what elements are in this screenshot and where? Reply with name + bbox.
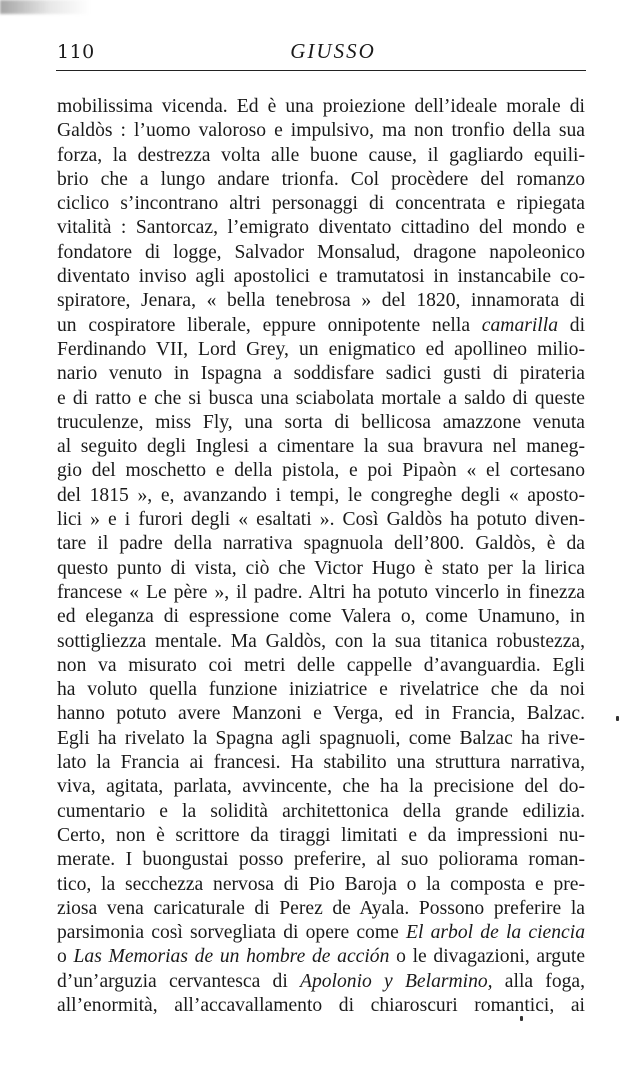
text-line <box>57 994 585 1018</box>
text-line <box>57 484 585 508</box>
text-line <box>57 241 585 265</box>
text-line <box>57 678 585 702</box>
text-line <box>57 387 585 411</box>
text-segment: questo punto di vista, ciò che Victor Hugo è stato per la lirica <box>57 557 585 579</box>
text-line <box>57 144 585 168</box>
text-segment: di <box>558 314 586 336</box>
text-segment: merate. I buongustai posso preferire, al suo poliorama roman- <box>57 849 585 871</box>
text-line <box>57 289 585 313</box>
text-line <box>57 605 585 629</box>
text-segment: viva, agitata, parlata, avvincente, che ha la precisione del do- <box>57 776 585 798</box>
text-segment: mobilissima vicenda. Ed è una proiezione dell’ideale morale di <box>57 96 585 117</box>
text-line <box>57 459 585 483</box>
text-line <box>57 727 585 751</box>
text-segment: fondatore di logge, Salvador Monsalud, dragone napoleonico <box>57 241 585 263</box>
text-segment: Ferdinando VII, Lord Grey, un enigmatico ed apollineo milio- <box>57 338 585 360</box>
margin-speck <box>520 1016 523 1021</box>
text-segment: brio che a lungo andare trionfa. Col procèdere del romanzo <box>57 168 585 190</box>
text-line <box>57 921 585 945</box>
text-segment: ziosa vena caricaturale di Perez de Ayala. Possono preferire la <box>57 897 585 919</box>
text-segment: all’enormità, all’accavallamento di chiaroscuri romantici, ai <box>57 994 585 1016</box>
text-segment: un cospiratore liberale, eppure onnipotente nella <box>57 314 482 336</box>
header-rule <box>56 70 586 71</box>
text-line <box>57 873 585 897</box>
text-segment: ciclico s’incontrano altri personaggi di concentrata e ripiegata <box>57 193 585 215</box>
text-line <box>57 508 585 532</box>
text-segment: Certo, non è scrittore da tiraggi limitati e da impressioni nu- <box>57 824 585 846</box>
text-segment: o <box>57 946 74 968</box>
text-segment: Egli ha rivelato la Spagna agli spagnuoli, come Balzac ha rive- <box>57 727 585 749</box>
body-paragraph <box>57 95 585 1018</box>
text-segment: lici » e i furori degli « esaltati ». Così Galdòs ha potuto diven- <box>57 509 585 531</box>
text-line <box>57 216 585 240</box>
text-line <box>57 119 585 143</box>
text-segment: o le divagazioni, argute <box>389 946 586 968</box>
text-segment: hanno potuto avere Manzoni e Verga, ed in Francia, Balzac. <box>57 703 585 725</box>
margin-speck <box>616 716 619 721</box>
text-line <box>57 945 585 969</box>
text-line <box>57 362 585 386</box>
text-line <box>57 751 585 775</box>
text-segment: e di ratto e che si busca una sciabolata mortale a saldo di queste <box>57 387 585 409</box>
page-number: 110 <box>57 41 95 63</box>
text-segment: ha voluto quella funzione iniziatrice e rivelatrice che da noi <box>57 679 585 701</box>
text-segment: al seguito degli Inglesi a cimentare la sua bravura nel maneg- <box>57 436 585 458</box>
text-line <box>57 557 585 581</box>
text-segment: francese « Le père », il padre. Altri ha potuto vincerlo in finezza <box>57 581 585 603</box>
running-title: GIUSSO <box>290 39 376 63</box>
text-line <box>57 702 585 726</box>
italic-title: Las Memorias de un hombre de acción <box>73 946 390 968</box>
text-line <box>57 338 585 362</box>
text-line <box>57 435 585 459</box>
text-segment: sottigliezza mentale. Ma Galdòs, con la sua titanica robustezza, <box>57 630 585 652</box>
text-line <box>57 95 585 119</box>
italic-title: camarilla <box>481 314 558 336</box>
text-segment: parsimonia così sorvegliata di opere come <box>57 922 406 944</box>
text-line <box>57 265 585 289</box>
text-segment: truculenze, miss Fly, una sorta di bellicosa amazzone venuta <box>57 411 585 433</box>
text-segment: tare il padre della narrativa spagnuola dell’800. Galdòs, è da <box>57 533 585 555</box>
text-segment: gio del moschetto e della pistola, e poi Pipaòn « el cortesano <box>57 460 585 482</box>
text-segment: alla foga, <box>492 970 586 992</box>
text-segment: cumentario e la solidità architettonica della grande edilizia. <box>57 800 585 822</box>
text-segment: diventato inviso agli apostolici e tramutatosi in instancabile co- <box>57 266 585 288</box>
text-line <box>57 848 585 872</box>
text-line <box>57 654 585 678</box>
text-line <box>57 970 585 994</box>
italic-title: Apolonio y Belarmino, <box>300 970 493 992</box>
text-segment: spiratore, Jenara, « bella tenebrosa » del 1820, innamorata di <box>57 290 585 312</box>
text-line <box>57 824 585 848</box>
text-segment: nario venuto in Ispagna a soddisfare sadici gusti di pirateria <box>57 363 585 385</box>
scan-smudge <box>0 0 90 14</box>
text-segment: ed eleganza di espressione come Valera o, come Unamuno, in <box>57 606 585 628</box>
text-segment: forza, la destrezza volta alle buone cause, il gagliardo equili- <box>57 144 585 166</box>
text-segment: Galdòs : l’uomo valoroso e impulsivo, ma non tronfio della sua <box>57 120 585 142</box>
italic-title: El arbol de la ciencia <box>406 922 585 944</box>
text-line <box>57 581 585 605</box>
text-line <box>57 800 585 824</box>
text-line <box>57 168 585 192</box>
text-line <box>57 630 585 654</box>
text-line <box>57 775 585 799</box>
text-line <box>57 314 585 338</box>
text-segment: non va misurato coi metri delle cappelle d’avanguardia. Egli <box>57 654 585 676</box>
text-segment: d’un’arguzia cervantesca di <box>57 970 300 992</box>
text-line <box>57 192 585 216</box>
text-segment: del 1815 », e, avanzando i tempi, le congreghe degli « aposto- <box>57 484 585 506</box>
text-segment: vitalità : Santorcaz, l’emigrato diventato cittadino del mondo e <box>57 217 585 239</box>
text-segment: lato la Francia ai francesi. Ha stabilito una struttura narrativa, <box>57 752 585 774</box>
text-line <box>57 897 585 921</box>
text-line <box>57 411 585 435</box>
text-line <box>57 532 585 556</box>
text-segment: tico, la secchezza nervosa di Pio Baroja o la composta e pre- <box>57 873 585 895</box>
